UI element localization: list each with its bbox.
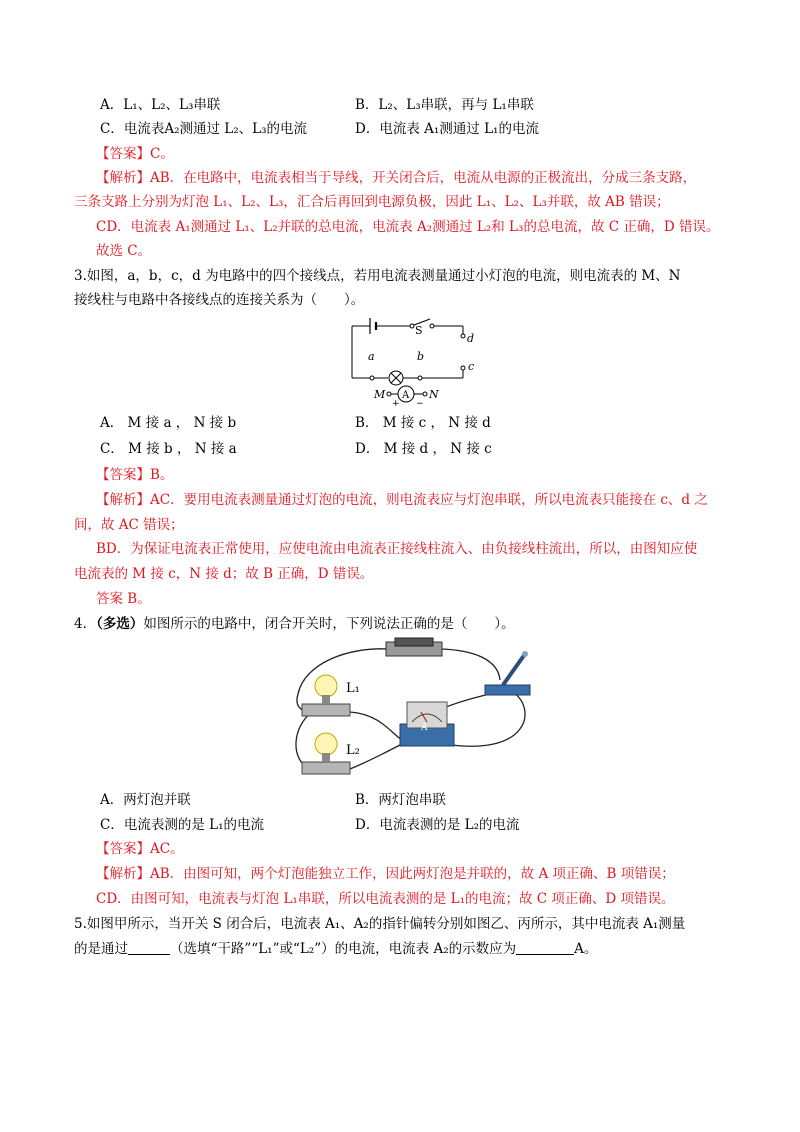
q3-analysis-line2: 间，故 AC 错误； [74,517,184,533]
q4-number: 4． [74,616,97,632]
q4-option-a: A．两灯泡并联 [100,792,191,808]
q2-analysis-line1: 【解析】AB．在电路中，电流表相当于导线，开关闭合后，电流从电源的正极流出，分成三条支路， [96,170,697,186]
q5-stem-part3: A。 [574,941,598,957]
q2-option-d: D．电流表 A₁测通过 L₁的电流 [355,121,539,137]
q3-option-b: B． M 接 c ， N 接 d [355,415,491,431]
ammeter-photo-label: A [421,723,428,733]
q4-option-c: C．电流表测的是 L₁的电流 [100,817,264,833]
q3-analysis-line4: 电流表的 M 接 c，N 接 d；故 B 正确，D 错误。 [74,566,374,582]
q4-multi-select-tag: （多选） [96,616,144,632]
q5-stem-part1: 的是通过 [74,941,128,957]
q4-stem-text: 如图所示的电路中，闭合开关时，下列说法正确的是（ ）。 [143,616,515,632]
q5-stem-line1: 5.如图甲所示，当开关 S 闭合后，电流表 A₁、A₂的指针偏转分别如图乙、丙所示，其中电流表 A₁测量 [74,916,686,932]
terminal-n-label: N [429,388,439,401]
q4-answer: 【答案】AC。 [96,841,184,857]
q2-analysis-line2: 三条支路上分别为灯泡 L₁、L₂、L₃，汇合后再回到电源负极，因此 L₁、L₂、L₃并联，故 AB 错误； [74,194,670,210]
q3-option-c: C． M 接 b ， N 接 a [100,441,237,457]
q2-conclusion: 故选 C。 [96,243,152,259]
q2-analysis-line3: CD．电流表 A₁测通过 L₁、L₂并联的总电流，电流表 A₂测通过 L₂和 L₃的总电流，故 C 正确，D 错误。 [96,219,720,235]
terminal-m-label: M [374,388,386,401]
q3-stem-line1: 3.如图，a，b，c，d 为电路中的四个接线点，若用电流表测量通过小灯泡的电流，则电流表的 M、N [74,268,681,284]
node-a-label: a [368,350,375,363]
q3-stem-line2: 接线柱与电路中各接线点的连接关系为（ ）。 [74,292,365,308]
node-b-label: b [417,350,425,363]
plus-sign: + [392,399,400,408]
q5-blank-1[interactable] [128,940,170,955]
q3-analysis-line3: BD．为保证电流表正常使用，应使电流由电流表正接线柱流入、由负接线柱流出，所以，由图知应使 [96,541,698,557]
q4-stem [74,614,515,634]
q2-option-c: C．电流表A₂测通过 L₂、L₃的电流 [100,121,308,137]
switch-label: S [415,324,423,337]
q5-blank-2[interactable] [516,940,574,955]
q4-analysis-line2: CD．由图可知，电流表与灯泡 L₁串联，所以电流表测的是 L₁的电流；故 C 项正确、D 项错误。 [96,891,675,907]
q3-answer: 【答案】B。 [96,467,174,483]
ammeter-label: A [402,390,410,401]
q2-option-a: A．L₁、L₂、L₃串联 [100,97,221,113]
node-d-label: d [467,332,475,345]
q2-answer: 【答案】C。 [96,146,174,162]
q3-circuit-figure [340,310,485,408]
q3-conclusion: 答案 B。 [96,591,151,607]
q3-analysis-line1: 【解析】AC．要用电流表测量通过灯泡的电流，则电流表应与灯泡串联，所以电流表只能接在 c、d 之 [96,492,708,508]
q5-stem-line2 [74,939,597,959]
lamp-l2-label: L₂ [346,743,360,758]
q4-option-d: D．电流表测的是 L₂的电流 [355,817,520,833]
minus-sign: − [416,399,424,408]
q3-option-d: D． M 接 d ， N 接 c [355,441,492,457]
q4-circuit-photo [280,632,550,782]
q2-option-b: B．L₂、L₃串联，再与 L₁串联 [355,97,534,113]
q4-analysis-line1: 【解析】AB．由图可知，两个灯泡能独立工作，因此两灯泡是并联的，故 A 项正确、B 项错误； [96,866,675,882]
node-c-label: c [468,360,475,373]
q5-stem-part2: （选填“干路”“L₁”或“L₂”）的电流，电流表 A₂的示数应为 [170,941,517,957]
q3-option-a: A． M 接 a ， N 接 b [100,415,237,431]
lamp-l1-label: L₁ [346,681,360,696]
q4-option-b: B．两灯泡串联 [355,792,446,808]
